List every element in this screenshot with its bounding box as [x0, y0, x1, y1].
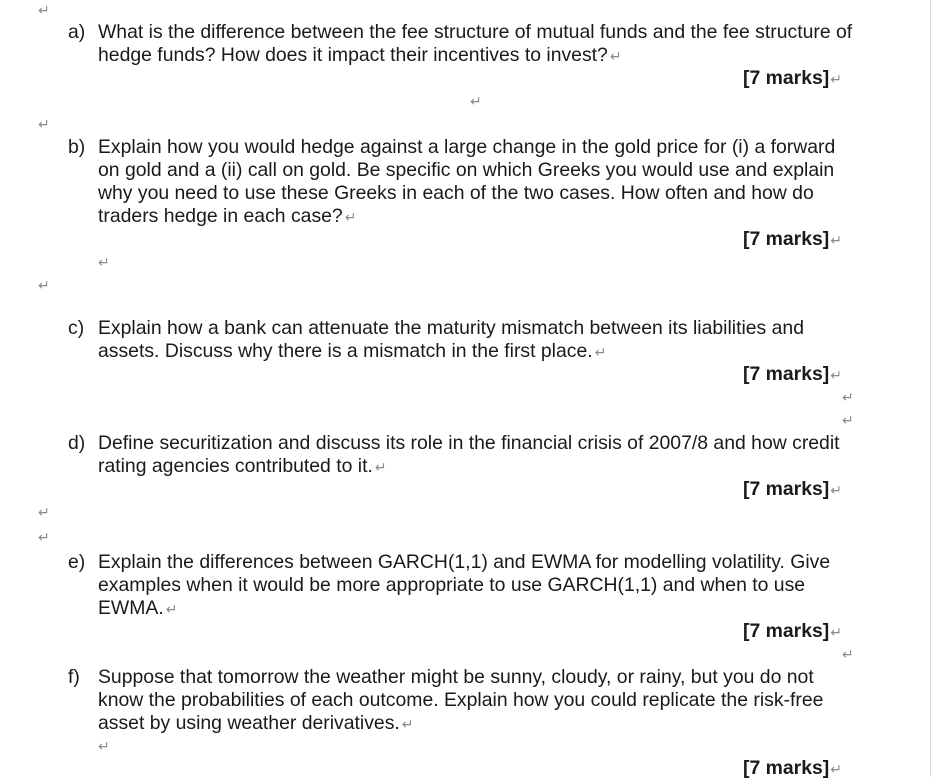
marks-d	[743, 478, 842, 502]
paragraph-mark: ↵	[401, 716, 414, 732]
question-label: b)	[68, 136, 86, 158]
paragraph-mark: ↵	[344, 209, 357, 225]
question-text: Define securitization and discuss its role in the financial crisis of 2007/8 and how credit rating agencies contributed to it.	[98, 432, 840, 477]
paragraph-mark: ↵	[842, 646, 854, 662]
marks-f	[743, 757, 842, 781]
paragraph-mark: ↵	[609, 48, 622, 64]
paragraph-mark: ↵	[830, 232, 842, 248]
paragraph-mark: ↵	[98, 254, 110, 270]
question-d	[68, 432, 858, 479]
question-text: Explain the differences between GARCH(1,1) and EWMA for modelling volatility. Give examples when it would be more appropriate to use GARCH(1,1) and when to use EWMA.	[98, 551, 831, 619]
question-label: a)	[68, 21, 86, 43]
question-label: f)	[68, 666, 80, 688]
question-a	[68, 21, 858, 68]
paragraph-mark: ↵	[38, 2, 50, 18]
paragraph-mark: ↵	[830, 624, 842, 640]
marks-b	[743, 228, 842, 252]
paragraph-mark: ↵	[470, 93, 482, 109]
marks-label: [7 marks]	[743, 228, 830, 250]
question-text: What is the difference between the fee structure of mutual funds and the fee structure of hedge funds? How does it impact their incentives to invest?	[98, 21, 853, 66]
question-label: d)	[68, 432, 86, 454]
marks-label: [7 marks]	[743, 363, 830, 385]
marks-label: [7 marks]	[743, 67, 830, 89]
paragraph-mark: ↵	[98, 738, 110, 754]
marks-e	[743, 620, 842, 644]
paragraph-mark: ↵	[830, 71, 842, 87]
paragraph-mark: ↵	[38, 504, 50, 520]
question-label: e)	[68, 551, 86, 573]
question-b	[68, 136, 858, 229]
paragraph-mark: ↵	[830, 482, 842, 498]
paragraph-mark: ↵	[165, 601, 178, 617]
paragraph-mark: ↵	[830, 367, 842, 383]
paragraph-mark: ↵	[38, 529, 50, 545]
question-e	[68, 551, 858, 621]
paragraph-mark: ↵	[842, 412, 854, 428]
question-text: Explain how you would hedge against a large change in the gold price for (i) a forward on gold and a (ii) call on gold. Be specific on which Greeks you would use and explain why you need to use these Greeks in each of the two cases. How often and how do traders hedge in each case?	[98, 136, 836, 227]
paragraph-mark: ↵	[374, 459, 387, 475]
marks-label: [7 marks]	[743, 620, 830, 642]
marks-c	[743, 363, 842, 387]
question-text: Suppose that tomorrow the weather might be sunny, cloudy, or rainy, but you do not know the probabilities of each outcome. Explain how you could replicate the risk-free asset by using weather derivatives.	[98, 666, 824, 734]
paragraph-mark: ↵	[594, 344, 607, 360]
marks-a	[743, 67, 842, 91]
paragraph-mark: ↵	[830, 761, 842, 777]
question-f	[68, 666, 858, 736]
paragraph-mark: ↵	[842, 389, 854, 405]
marks-label: [7 marks]	[743, 478, 830, 500]
question-label: c)	[68, 317, 85, 339]
marks-label: [7 marks]	[743, 757, 830, 779]
question-text: Explain how a bank can attenuate the maturity mismatch between its liabilities and assets. Discuss why there is a mismatch in the first place.	[98, 317, 804, 362]
paragraph-mark: ↵	[38, 277, 50, 293]
question-c	[68, 317, 858, 364]
paragraph-mark: ↵	[38, 116, 50, 132]
